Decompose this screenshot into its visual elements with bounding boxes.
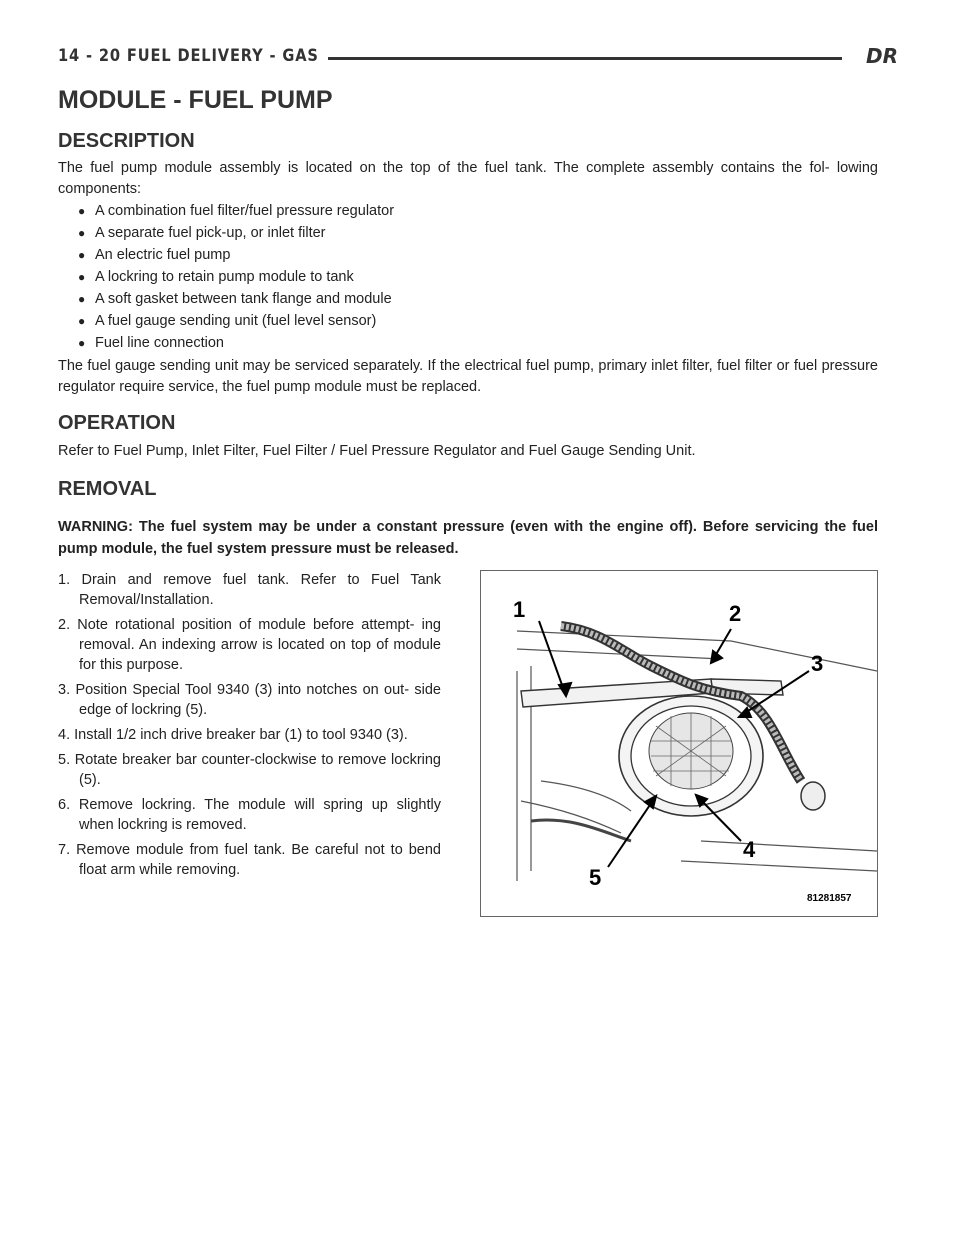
header-section-label: 14 - 20 FUEL DELIVERY - GAS (58, 46, 319, 66)
list-item: ● A combination fuel filter/fuel pressure regulator (78, 200, 394, 222)
step-item: 2. Note rotational position of module before attempt- ing removal. An indexing arrow is located on top of module for this purpose. (58, 617, 441, 673)
description-outro: The fuel gauge sending unit may be serviced separately. If the electrical fuel pump, primary inlet filter, fuel filter or fuel pressure regulator require service, the fuel pump module must be replaced. (58, 358, 878, 395)
step-item: 4. Install 1/2 inch drive breaker bar (1) to tool 9340 (3). (58, 727, 408, 743)
bullet-icon: ● (78, 226, 86, 240)
bullet-icon: ● (78, 204, 86, 218)
list-item: ● A lockring to retain pump module to tank (78, 266, 394, 288)
header-model-code: DR (865, 44, 898, 68)
bullet-icon: ● (78, 336, 86, 350)
list-item: ● An electric fuel pump (78, 244, 394, 266)
figure-id: 81281857 (807, 893, 852, 904)
callout-1: 1 (513, 597, 526, 622)
description-intro: The fuel pump module assembly is located on the top of the fuel tank. The complete assembly contains the fol- lowing components: (58, 160, 878, 197)
step-item: 3. Position Special Tool 9340 (3) into notches on out- side edge of lockring (5). (58, 682, 441, 718)
list-item: ● A soft gasket between tank flange and module (78, 288, 394, 310)
header-rule (328, 57, 842, 60)
bullet-icon: ● (78, 314, 86, 328)
removal-heading: REMOVAL (58, 478, 157, 500)
removal-steps (58, 570, 441, 885)
warning-text: WARNING: The fuel system may be under a constant pressure (even with the engine off). Before servicing the fuel pump module, the fuel system pressure must be released. (58, 519, 878, 557)
operation-heading: OPERATION (58, 412, 176, 434)
operation-text: Refer to Fuel Pump, Inlet Filter, Fuel Filter / Fuel Pressure Regulator and Fuel Gauge Sending Unit. (58, 443, 696, 459)
callout-2: 2 (729, 601, 742, 626)
list-item: ● A separate fuel pick-up, or inlet filter (78, 222, 394, 244)
page-header (58, 46, 898, 72)
bullet-icon: ● (78, 270, 86, 284)
list-item: ● A fuel gauge sending unit (fuel level sensor) (78, 310, 394, 332)
step-item: 1. Drain and remove fuel tank. Refer to Fuel Tank Removal/Installation. (58, 572, 441, 608)
callout-4: 4 (743, 837, 756, 862)
step-item: 5. Rotate breaker bar counter-clockwise to remove lockring (5). (58, 752, 441, 788)
description-heading: DESCRIPTION (58, 130, 195, 152)
list-item: ● Fuel line connection (78, 332, 394, 354)
step-item: 6. Remove lockring. The module will spring up slightly when lockring is removed. (58, 797, 441, 833)
callout-5: 5 (589, 865, 602, 890)
fuel-pump-module-illustration (480, 570, 878, 917)
component-list (78, 200, 394, 354)
bullet-icon: ● (78, 292, 86, 306)
step-item: 7. Remove module from fuel tank. Be careful not to bend float arm while removing. (58, 842, 441, 878)
illustration-drawing (481, 571, 877, 916)
page-title: MODULE - FUEL PUMP (58, 86, 333, 114)
bullet-icon: ● (78, 248, 86, 262)
callout-3: 3 (811, 651, 824, 676)
